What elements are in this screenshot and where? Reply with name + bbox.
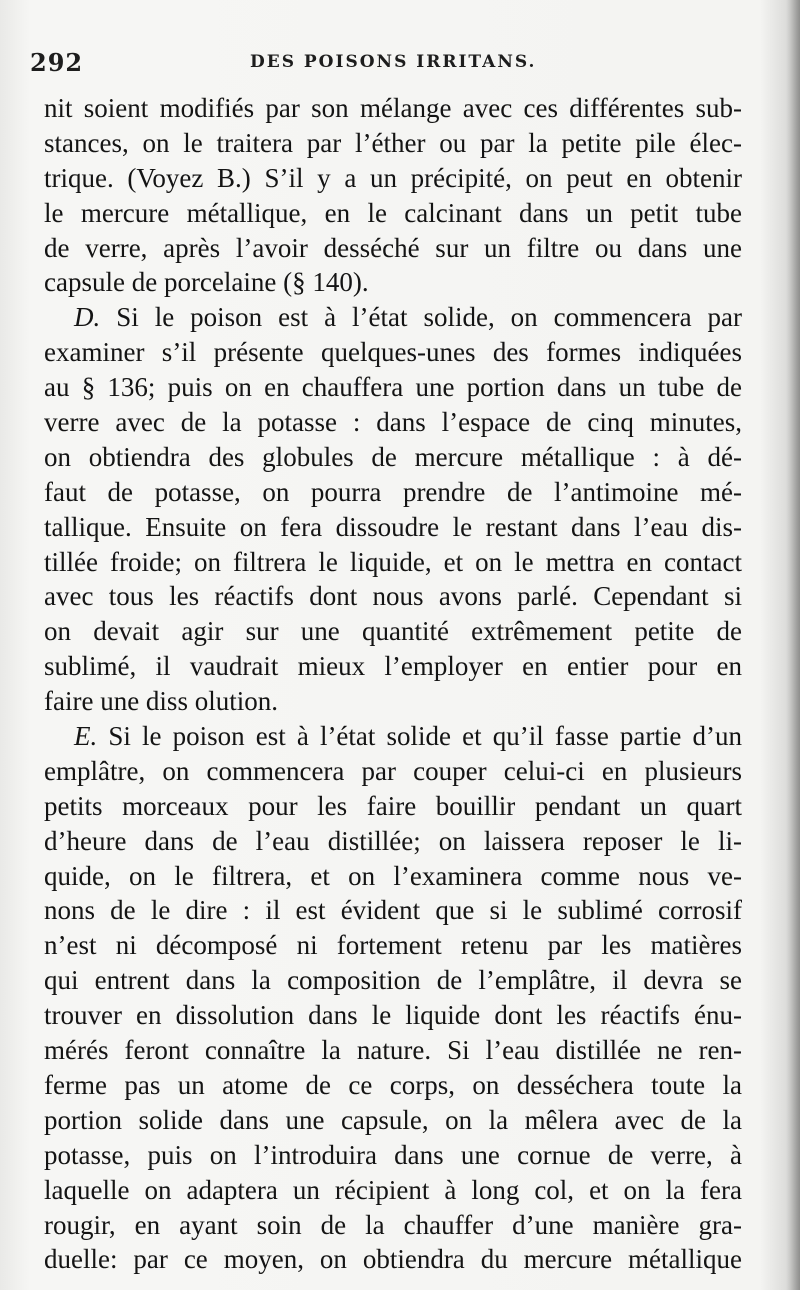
text-line: nit soient modifiés par son mélange avec ces différentes sub- — [44, 93, 742, 123]
text-line: on devait agir sur une quantité extrêmement petite de — [44, 616, 742, 647]
page-edge-shadow — [786, 0, 800, 1290]
body-text — [44, 91, 742, 1277]
text-line: le mercure métallique, en le calcinant dans un petit tube — [44, 197, 742, 228]
text-line: tallique. Ensuite on fera dissoudre le restant dans l’eau dis- — [44, 511, 742, 542]
text-line: on obtiendra des globules de mercure métallique : à dé- — [44, 441, 742, 472]
section-label-e: E. — [74, 721, 98, 752]
text-line-first — [44, 719, 742, 754]
running-head: DES POISONS IRRITANS. — [250, 52, 537, 72]
text-line: sublimé, il vaudrait mieux l’employer en entier pour en — [44, 651, 742, 682]
text-line: petits morceaux pour les faire bouillir pendant un quart — [44, 790, 742, 821]
text-line: faut de potasse, on pourra prendre de l’antimoine mé- — [44, 476, 742, 507]
text-line: emplâtre, on commencera par couper celui-ci en plusieurs — [44, 755, 742, 786]
text-line-first — [44, 300, 742, 335]
text-line: avec tous les réactifs dont nous avons parlé. Cependant si — [44, 581, 742, 612]
text-line-content: Si le poison est à l’état solide et qu’il fasse partie d’un — [108, 721, 742, 752]
text-line: duelle: par ce moyen, on obtiendra du mercure métallique — [44, 1244, 742, 1275]
text-line: examiner s’il présente quelques-unes des formes indiquées — [44, 337, 742, 368]
text-line: d’heure dans de l’eau distillée; on laissera reposer le li- — [44, 825, 742, 856]
page-header — [30, 48, 760, 78]
text-line: potasse, puis on l’introduira dans une cornue de verre, à — [44, 1139, 742, 1170]
text-line: portion solide dans une capsule, on la mêlera avec de la — [44, 1104, 742, 1135]
text-line: tillée froide; on filtrera le liquide, et on le mettra en contact — [44, 546, 742, 577]
section-label-d: D. — [74, 302, 101, 333]
paragraph-e — [44, 719, 742, 1277]
text-line-content: Si le poison est à l’état solide, on commencera par — [116, 302, 742, 333]
page-number: 292 — [30, 48, 84, 77]
text-line: qui entrent dans la composition de l’emplâtre, il devra se — [44, 965, 742, 996]
text-line: rougir, en ayant soin de la chauffer d’une manière gra- — [44, 1209, 742, 1240]
text-line: quide, on le filtrera, et on l’examinera comme nous ve- — [44, 860, 742, 891]
text-line: faire une diss olution. — [44, 686, 278, 717]
text-line: trouver en dissolution dans le liquide dont les réactifs énu- — [44, 1000, 742, 1031]
text-line: ferme pas un atome de ce corps, on desséchera toute la — [44, 1069, 742, 1100]
text-line: capsule de porcelaine (§ 140). — [44, 267, 369, 298]
paragraph-d — [44, 300, 742, 719]
text-line: stances, on le traitera par l’éther ou par la petite pile élec- — [44, 127, 742, 158]
text-line: mérés feront connaître la nature. Si l’eau distillée ne ren- — [44, 1035, 742, 1066]
text-line: trique. (Voyez B.) S’il y a un précipité, on peut en obtenir — [44, 162, 742, 193]
text-line: laquelle on adaptera un récipient à long col, et on la fera — [44, 1174, 742, 1205]
text-line: de verre, après l’avoir desséché sur un filtre ou dans une — [44, 232, 742, 263]
text-line: verre avec de la potasse : dans l’espace de cinq minutes, — [44, 407, 742, 438]
text-line: au § 136; puis on en chauffera une portion dans un tube de — [44, 372, 742, 403]
text-line: n’est ni décomposé ni fortement retenu par les matières — [44, 930, 742, 961]
paragraph-continued — [44, 91, 742, 300]
text-line: nons de le dire : il est évident que si le sublimé corrosif — [44, 895, 742, 926]
